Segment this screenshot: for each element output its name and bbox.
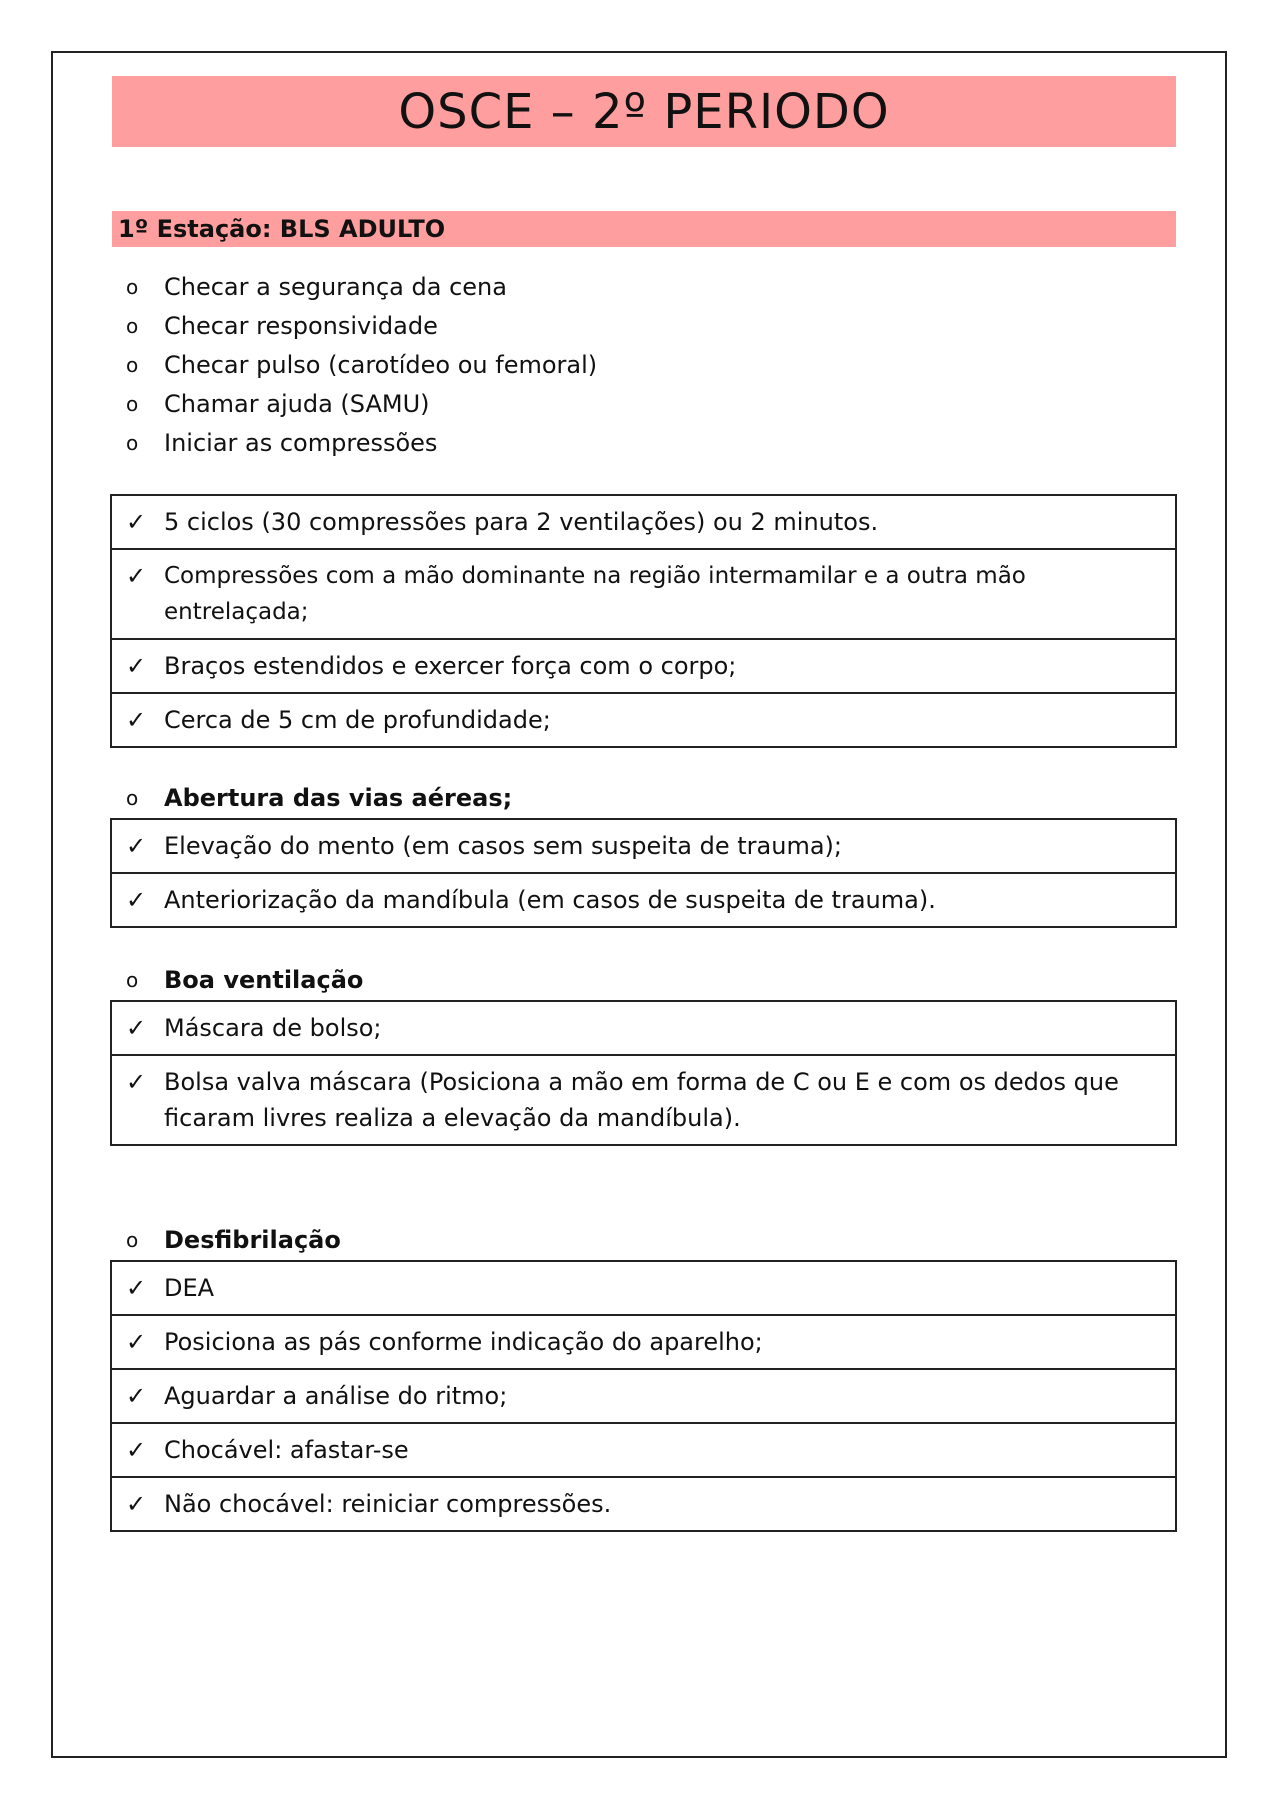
table-row: ✓ DEA [112,1262,1175,1314]
check-icon: ✓ [126,1382,147,1410]
table-row: ✓ 5 ciclos (30 compressões para 2 ventilações) ou 2 minutos. [112,496,1175,548]
table-row: ✓ Aguardar a análise do ritmo; [112,1368,1175,1422]
check-icon: ✓ [126,832,147,860]
check-icon: ✓ [126,1490,147,1518]
initial-steps-list [112,267,1176,462]
table-row: ✓ Posiciona as pás conforme indicação do aparelho; [112,1314,1175,1368]
page-title: OSCE – 2º PERIODO [398,83,890,140]
table-row: ✓ Chocável: afastar-se [112,1422,1175,1476]
list-item: o Checar a segurança da cena [112,267,1176,306]
circle-bullet-icon: o [126,313,139,338]
defibrillation-heading: o Desfibrilação [112,1220,1176,1260]
list-item: o Chamar ajuda (SAMU) [112,384,1176,423]
document-content [112,76,1176,1532]
check-icon: ✓ [126,886,147,914]
list-item: o Iniciar as compressões [112,423,1176,462]
defibrillation-table [110,1260,1177,1532]
check-icon: ✓ [126,1014,147,1042]
circle-bullet-icon: o [126,968,139,992]
check-icon: ✓ [126,562,147,590]
check-icon: ✓ [126,1328,147,1356]
circle-bullet-icon: o [126,352,139,377]
table-row: ✓ Anteriorização da mandíbula (em casos de suspeita de trauma). [112,872,1175,926]
table-row: ✓ Cerca de 5 cm de profundidade; [112,692,1175,746]
check-icon: ✓ [126,1436,147,1464]
airway-table [110,818,1177,928]
table-row: ✓ Braços estendidos e exercer força com o corpo; [112,638,1175,692]
table-row: ✓ Máscara de bolso; [112,1002,1175,1054]
circle-bullet-icon: o [126,430,139,455]
check-icon: ✓ [126,508,147,536]
table-row: ✓ Compressões com a mão dominante na região intermamilar e a outra mão entrelaçada; [112,548,1175,638]
check-icon: ✓ [126,706,147,734]
table-row: ✓ Elevação do mento (em casos sem suspeita de trauma); [112,820,1175,872]
list-item: o Checar pulso (carotídeo ou femoral) [112,345,1176,384]
circle-bullet-icon: o [126,391,139,416]
circle-bullet-icon: o [126,274,139,299]
circle-bullet-icon: o [126,1228,139,1252]
check-icon: ✓ [126,652,147,680]
ventilation-table [110,1000,1177,1146]
ventilation-heading: o Boa ventilação [112,960,1176,1000]
table-row: ✓ Bolsa valva máscara (Posiciona a mão em forma de C ou E e com os dedos que ficaram livres realiza a elevação da mandíbula). [112,1054,1175,1144]
station-title: 1º Estação: BLS ADULTO [118,215,446,243]
compressions-table [110,494,1177,748]
check-icon: ✓ [126,1068,147,1096]
station-banner [112,211,1176,247]
airway-heading: o Abertura das vias aéreas; [112,778,1176,818]
circle-bullet-icon: o [126,786,139,810]
table-row: ✓ Não chocável: reiniciar compressões. [112,1476,1175,1530]
title-banner [112,76,1176,147]
list-item: o Checar responsividade [112,306,1176,345]
check-icon: ✓ [126,1274,147,1302]
